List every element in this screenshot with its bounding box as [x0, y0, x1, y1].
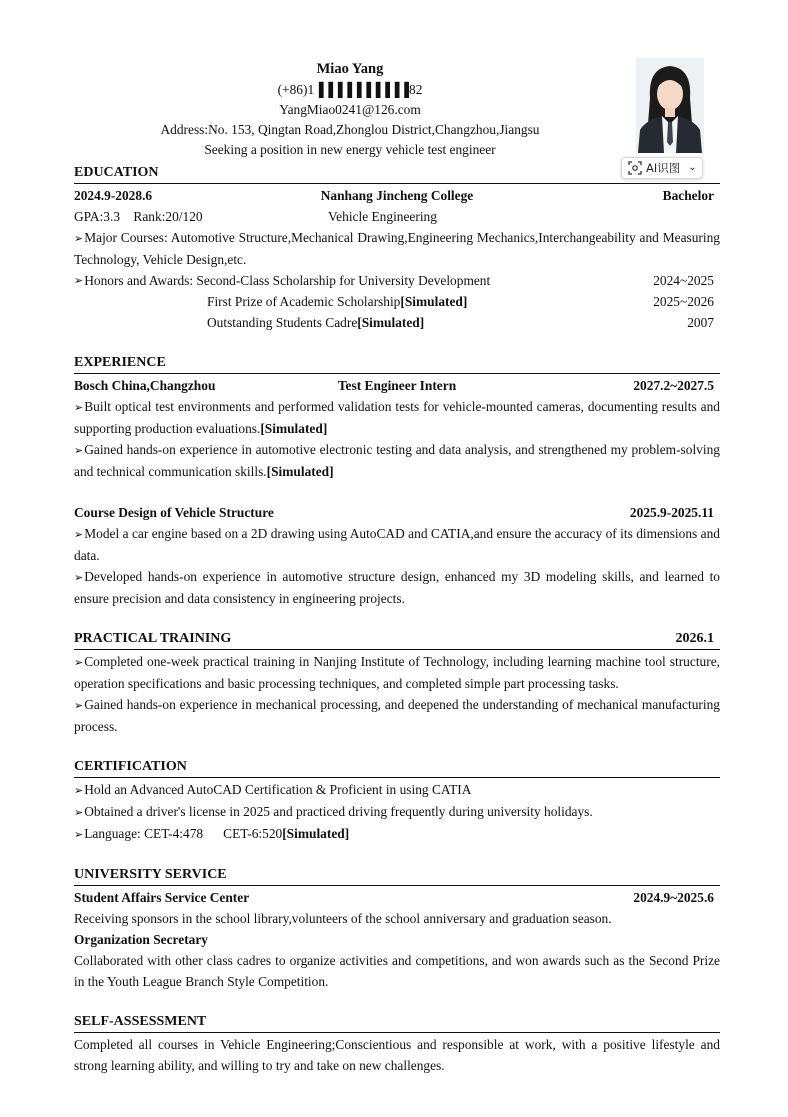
education-title: EDUCATION [74, 163, 720, 184]
experience-period: 2027.2~2027.5 [633, 378, 714, 393]
certification-title: CERTIFICATION [74, 757, 720, 778]
certification-bullet [74, 823, 720, 845]
bullet-text: Built optical test environments and performed validation tests for vehicle-mounted cameras, documenting results and supporting production evaluations. [74, 399, 720, 436]
honor-year: 2007 [687, 315, 714, 330]
training-period: 2026.1 [675, 631, 714, 646]
honor-row [74, 291, 720, 312]
honor-row [74, 270, 720, 291]
experience-bullet [74, 439, 720, 482]
email-address: YangMiao0241@126.com [279, 102, 421, 117]
honor-year: 2025~2026 [653, 294, 714, 309]
honor-text: ➢ Honors and Awards: Second-Class Scholarship for University Development [84, 273, 491, 288]
experience-title: EXPERIENCE [74, 353, 720, 374]
job-objective: Seeking a position in new energy vehicle test engineer [204, 142, 496, 157]
simulated-tag: [Simulated] [282, 826, 350, 841]
service-section [74, 865, 720, 992]
chevron-down-icon: ⌄ [688, 162, 697, 173]
certification-bullet: ➢ Obtained a driver's license in 2025 and practiced driving frequently during university holidays. [74, 801, 720, 823]
candidate-name: Miao Yang [316, 61, 384, 77]
gpa-rank: GPA:3.3 Rank:20/120 [74, 209, 203, 224]
education-major: Vehicle Engineering [328, 209, 437, 224]
service-header-row [74, 887, 720, 908]
training-title-row [74, 629, 720, 650]
simulated-tag: [Simulated] [266, 464, 334, 479]
bullet-text: Gained hands-on experience in automotive electronic testing and data analysis, and strengthened my problem-solving and technical communication skills. [74, 442, 720, 479]
major-courses: ➢ Major Courses: Automotive Structure,Mechanical Drawing,Engineering Mechanics,Interchangeability and Measuring Technology, Vehicle Design,etc. [74, 227, 720, 270]
training-section [74, 629, 720, 737]
service-description: Collaborated with other class cadres to organize activities and competitions, and won awards such as the Second Prize in the Youth League Branch Style Competition. [74, 953, 720, 989]
service-role: Organization Secretary [74, 932, 208, 947]
certification-bullet: ➢ Hold an Advanced AutoCAD Certification & Proficient in using CATIA [74, 779, 720, 801]
course-design-period: 2025.9-2025.11 [629, 505, 714, 520]
course-design-header [74, 502, 720, 523]
education-section [74, 163, 720, 333]
simulated-tag: [Simulated] [357, 315, 425, 330]
service-period: 2024.9~2025.6 [633, 890, 714, 905]
training-title: PRACTICAL TRAINING [74, 631, 232, 646]
portrait-illustration [636, 58, 704, 153]
education-school: Nanhang Jincheng College [320, 188, 474, 203]
training-bullet: ➢ Completed one-week practical training in Nanjing Institute of Technology, including learning machine tool structure, operation specifications and basic processing techniques, and completed simple part processing tasks. [74, 651, 720, 694]
simulated-tag: [Simulated] [260, 421, 328, 436]
certification-section [74, 757, 720, 845]
training-bullet: ➢ Gained hands-on experience in mechanical processing, and deepened the understanding of mechanical manufacturing process. [74, 694, 720, 737]
simulated-tag: [Simulated] [400, 294, 468, 309]
assessment-title: SELF-ASSESSMENT [74, 1012, 720, 1033]
honor-text: First Prize of Academic Scholarship [207, 294, 401, 309]
experience-org: Bosch China,Changzhou [74, 378, 216, 393]
bullet-text: Language: CET-4:478 CET-6:520 [84, 826, 283, 841]
gpa-row [74, 206, 720, 227]
resume-header [0, 58, 700, 160]
resume-content [74, 163, 720, 1096]
service-title: UNIVERSITY SERVICE [74, 865, 720, 886]
course-design-bullet: ➢ Model a car engine based on a 2D drawing using AutoCAD and CATIA,and ensure the accuracy of its dimensions and data. [74, 523, 720, 566]
course-design-bullet: ➢ Developed hands-on experience in automotive structure design, enhanced my 3D modeling skills, and learned to ensure precision and data consistency in engineering projects. [74, 566, 720, 609]
experience-role: Test Engineer Intern [337, 378, 457, 393]
assessment-text: Completed all courses in Vehicle Engineering;Conscientious and responsible at work, with a positive lifestyle and strong learning ability, and willing to try and take on new challenges. [74, 1037, 720, 1073]
honor-year: 2024~2025 [653, 273, 714, 288]
honor-text: Outstanding Students Cadre [207, 315, 358, 330]
education-degree: Bachelor [662, 188, 714, 203]
honor-row [74, 312, 720, 333]
education-period: 2024.9-2028.6 [74, 188, 153, 203]
education-header-row [74, 185, 720, 206]
service-org: Student Affairs Service Center [74, 890, 250, 905]
experience-section [74, 353, 720, 609]
home-address: Address:No. 153, Qingtan Road,Zhonglou District,Changzhou,Jiangsu [160, 122, 540, 137]
profile-photo [636, 58, 704, 153]
service-description: Receiving sponsors in the school library,volunteers of the school anniversary and graduation season. [74, 911, 612, 926]
experience-bullet [74, 396, 720, 439]
course-design-title: Course Design of Vehicle Structure [74, 505, 274, 520]
experience-header-row [74, 375, 720, 396]
phone-number: (+86)1▐▐▐▐▐▐▐▐▐▐82 [277, 82, 423, 97]
assessment-section [74, 1012, 720, 1076]
ai-recognize-label: AI识图 [646, 161, 681, 175]
